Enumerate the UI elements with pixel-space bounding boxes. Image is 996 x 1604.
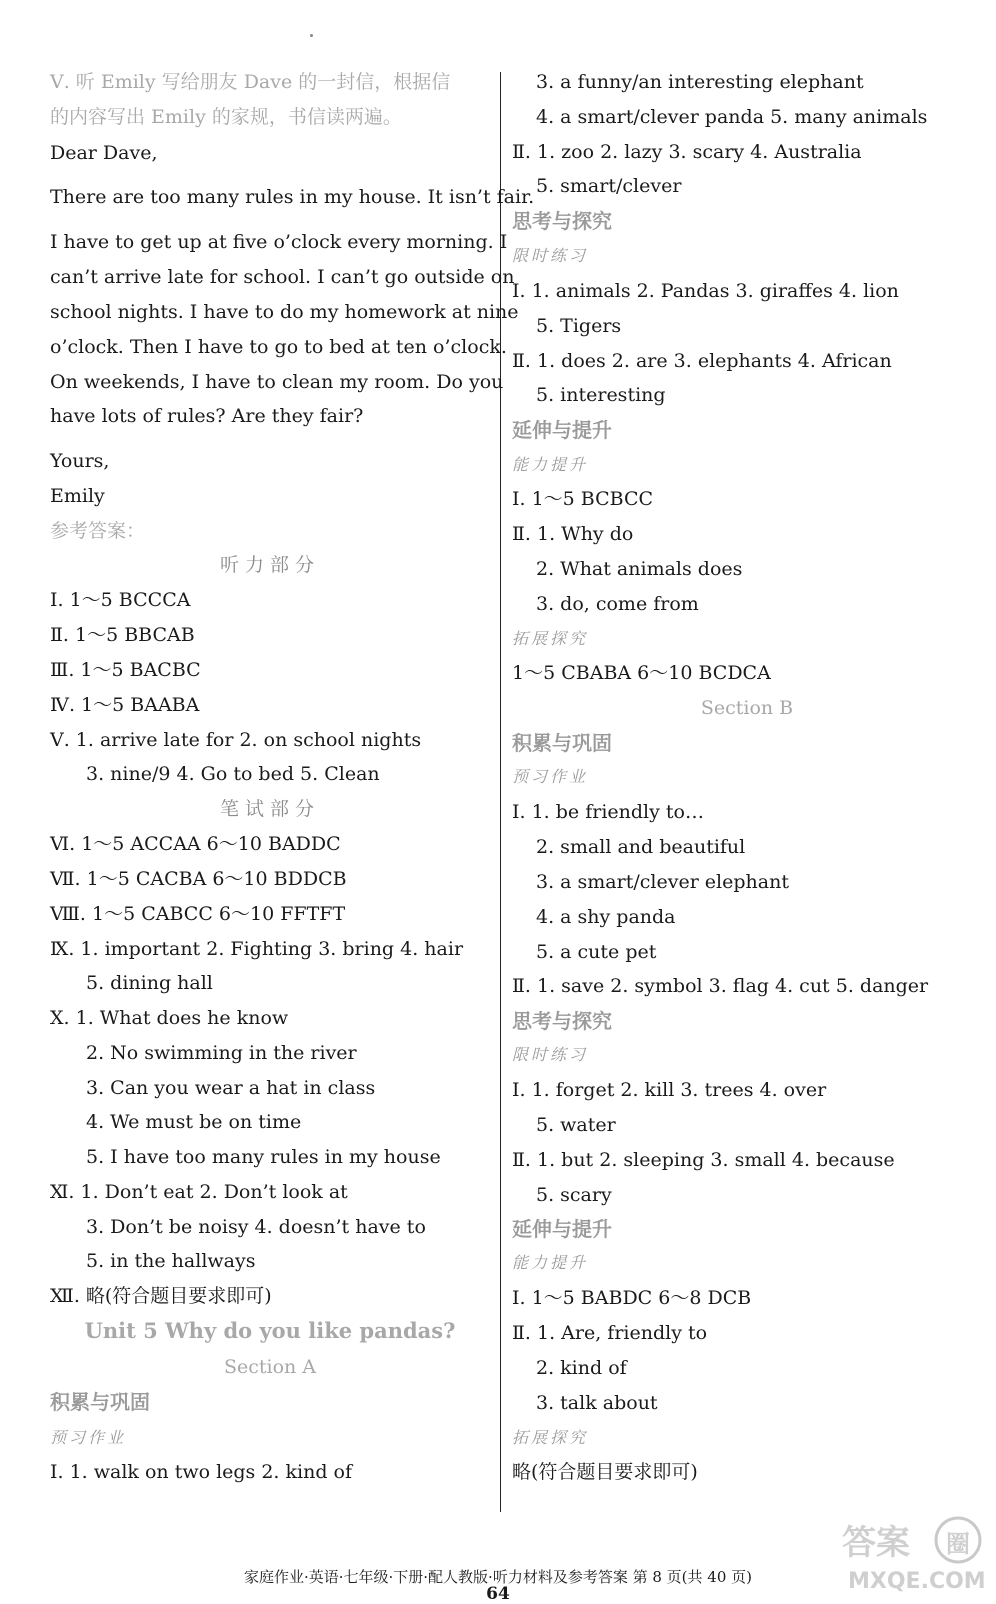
block-heading: 延伸与提升 [512, 418, 612, 442]
answer-line: Ⅰ. 1. animals 2. Pandas 3. giraffes 4. lion [512, 280, 899, 302]
block-heading: 积累与巩固 [512, 731, 612, 755]
answer-line: Ⅱ. 1. Are, friendly to [512, 1322, 708, 1344]
answer-line: 2. No swimming in the river [86, 1042, 357, 1064]
answer-line: 3. a funny/an interesting elephant [536, 71, 864, 93]
block-heading: 思考与探究 [512, 1009, 612, 1033]
answer-line: Ⅱ. 1. but 2. sleeping 3. small 4. because [512, 1149, 895, 1171]
answer-line: Ⅰ. 1. be friendly to… [512, 801, 704, 823]
answer-line: 4. a smart/clever panda 5. many animals [536, 106, 928, 128]
answer-line: 4. We must be on time [86, 1111, 302, 1133]
sub-heading: 拓展探究 [512, 1428, 589, 1447]
block-heading: 延伸与提升 [512, 1217, 612, 1241]
answer-line: 3. Don’t be noisy 4. doesn’t have to [86, 1216, 426, 1238]
answer-line: 5. a cute pet [536, 941, 657, 963]
answer-line: 3. do, come from [536, 593, 699, 615]
answer-line: Ⅱ. 1. zoo 2. lazy 3. scary 4. Australia [512, 141, 862, 163]
answer-line: 3. talk about [536, 1392, 658, 1414]
sub-heading: 限时练习 [512, 1045, 589, 1064]
answer-key-label: 参考答案： [50, 520, 146, 542]
letter-line: On weekends, I have to clean my room. Do you [50, 371, 504, 393]
sub-heading: 能力提升 [512, 455, 589, 474]
answer-line: Ⅹ. 1. What does he know [50, 1007, 289, 1029]
answer-line: 2. What animals does [536, 558, 743, 580]
answer-line: Ⅸ. 1. important 2. Fighting 3. bring 4. hair [50, 938, 464, 960]
answer-line: Ⅱ. 1. save 2. symbol 3. flag 4. cut 5. danger [512, 975, 929, 997]
answer-line: 2. small and beautiful [536, 836, 746, 858]
answer-line: Ⅰ. 1～5 BCCCA [50, 589, 191, 611]
answer-line: Ⅲ. 1～5 BACBC [50, 659, 201, 681]
answer-line: 5. Tigers [536, 315, 622, 337]
block-heading: 思考与探究 [512, 209, 612, 233]
answer-line: Ⅴ. 1. arrive late for 2. on school nights [50, 729, 422, 751]
answer-line: Ⅰ. 1～5 BABDC 6～8 DCB [512, 1287, 752, 1309]
block-heading: 积累与巩固 [50, 1390, 150, 1414]
answer-line: 5. scary [536, 1184, 612, 1206]
watermark-logo [838, 1508, 988, 1598]
answer-line: 5. in the hallways [86, 1250, 256, 1272]
answer-line: 2. kind of [536, 1357, 627, 1379]
svg-text:圈: 圈 [946, 1530, 970, 1558]
sub-heading: 拓展探究 [512, 629, 589, 648]
answer-line: 1～5 CBABA 6～10 BCDCA [512, 662, 771, 684]
answer-line: 5. I have too many rules in my house [86, 1146, 441, 1168]
svg-text:答案: 答案 [842, 1523, 910, 1563]
answer-line: Ⅰ. 1. walk on two legs 2. kind of [50, 1461, 353, 1483]
letter-signature: Emily [50, 485, 105, 507]
section-heading-written: 笔试部分 [219, 798, 320, 820]
answer-line: Ⅰ. 1～5 BCBCC [512, 488, 654, 510]
answer-line: 5. smart/clever [536, 175, 682, 197]
answer-line: Ⅱ. 1. Why do [512, 523, 634, 545]
page-footer: 家庭作业·英语·七年级·下册·配人教版·听力材料及参考答案 第 8 页(共 40 页) [243, 1568, 753, 1586]
sub-heading: 限时练习 [512, 246, 589, 265]
letter-line: can’t arrive late for school. I can’t go outside on [50, 266, 515, 288]
letter-line: school nights. I have to do my homework at nine [50, 301, 519, 323]
answer-line: Ⅷ. 1～5 CABCC 6～10 FFTFT [50, 903, 346, 925]
section-title: Section B [700, 697, 794, 719]
svg-text:MXQE.COM: MXQE.COM [848, 1569, 986, 1594]
answer-line: Ⅶ. 1～5 CACBA 6～10 BDDCB [50, 868, 347, 890]
sub-heading: 预习作业 [512, 767, 589, 786]
answer-line: Ⅳ. 1～5 BAABA [50, 694, 200, 716]
letter-line: o’clock. Then I have to go to bed at ten o’clock. [50, 336, 507, 358]
answer-line: 4. a shy panda [536, 906, 676, 928]
answer-line: Ⅰ. 1. forget 2. kill 3. trees 4. over [512, 1079, 827, 1101]
answer-line: 3. nine/9 4. Go to bed 5. Clean [86, 763, 380, 785]
sub-heading: 预习作业 [50, 1428, 127, 1447]
letter-salutation: Dear Dave, [50, 142, 158, 164]
letter-closing: Yours, [50, 450, 110, 472]
question-heading-cont: 的内容写出 Emily 的家规，书信读两遍。 [50, 106, 402, 128]
answer-line: 略(符合题目要求即可) [512, 1461, 698, 1483]
answer-line: 5. interesting [536, 384, 666, 406]
answer-line: Ⅺ. 1. Don’t eat 2. Don’t look at [50, 1181, 348, 1203]
page-number: 64 [486, 1584, 510, 1604]
question-heading: Ⅴ. 听 Emily 写给朋友 Dave 的一封信，根据信 [50, 71, 451, 93]
sub-heading: 能力提升 [512, 1253, 589, 1272]
letter-line: There are too many rules in my house. It isn’t fair. [50, 186, 535, 208]
scan-dot [310, 34, 313, 37]
unit-title: Unit 5 Why do you like pandas? [84, 1318, 456, 1343]
answer-line: 5. dining hall [86, 972, 213, 994]
answer-line: Ⅱ. 1～5 BBCAB [50, 624, 195, 646]
answer-line: 3. a smart/clever elephant [536, 871, 789, 893]
answer-line: Ⅻ. 略(符合题目要求即可) [50, 1285, 272, 1307]
answer-line: 5. water [536, 1114, 616, 1136]
section-heading-listening: 听力部分 [219, 554, 320, 576]
answer-line: Ⅱ. 1. does 2. are 3. elephants 4. African [512, 350, 892, 372]
answer-line: 3. Can you wear a hat in class [86, 1077, 376, 1099]
letter-line: I have to get up at five o’clock every morning. I [50, 231, 508, 253]
section-title: Section A [223, 1356, 317, 1378]
answer-line: Ⅵ. 1～5 ACCAA 6～10 BADDC [50, 833, 341, 855]
letter-line: have lots of rules? Are they fair? [50, 405, 364, 427]
